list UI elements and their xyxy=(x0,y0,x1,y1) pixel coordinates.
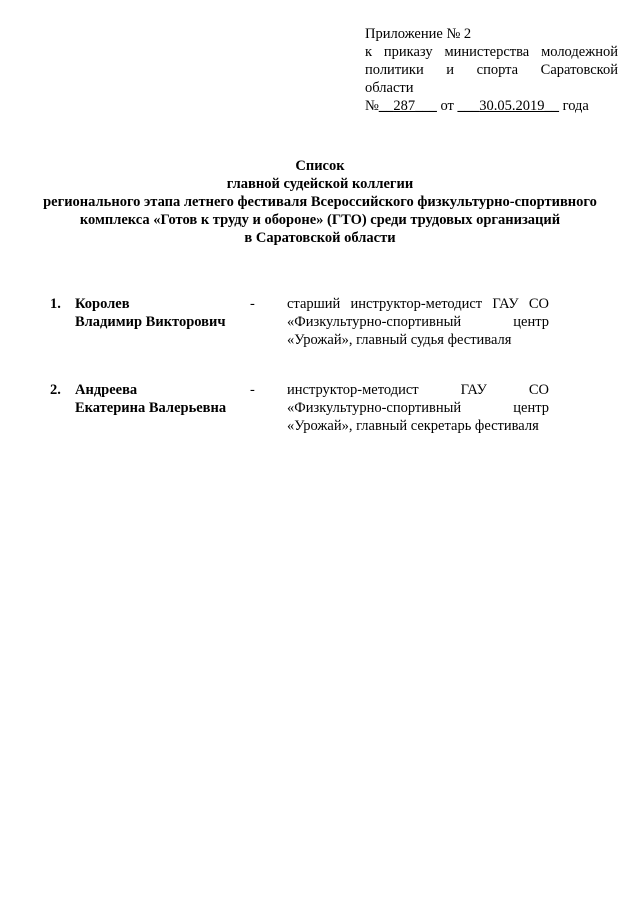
order-date: 30.05.2019 xyxy=(479,98,545,114)
title-line-3: регионального этапа летнего фестиваля Всероссийского физкультурно-спортивного xyxy=(43,194,597,210)
order-number: 287 xyxy=(393,98,416,114)
title-line-2: главной судейской коллегии xyxy=(226,176,414,192)
appendix-number: Приложение № 2 xyxy=(365,26,472,42)
entry-surname: Андреева xyxy=(75,382,138,398)
appendix-ministry-line: политики и спорта Саратовской xyxy=(365,62,618,78)
order-number-label: № xyxy=(365,98,379,114)
entry-name xyxy=(75,381,245,417)
entry-role-line: «Урожай», главный секретарь фестиваля xyxy=(287,418,539,434)
entry-role-line: инструктор-методист ГАУ СО xyxy=(287,382,549,398)
order-year-label: года xyxy=(562,98,589,114)
entry-given-names: Екатерина Валерьевна xyxy=(75,400,227,416)
order-number-underline-post: ___ xyxy=(415,98,437,114)
title-line-1: Список xyxy=(295,158,345,174)
order-date-underline-pre: ___ xyxy=(457,98,480,114)
appendix-region-line: области xyxy=(365,80,414,96)
appendix-order-number-date xyxy=(365,97,618,115)
appendix-block xyxy=(365,25,618,115)
entry-role xyxy=(287,381,549,435)
entry-number: 2. xyxy=(50,382,61,398)
entry-surname: Королев xyxy=(75,296,130,312)
entry-role xyxy=(287,295,549,349)
order-date-underline-post: __ xyxy=(544,98,559,114)
order-from-label: от xyxy=(440,98,454,114)
entry-role-line: «Физкультурно-спортивный центр xyxy=(287,400,549,416)
title-line-5: в Саратовской области xyxy=(244,230,396,246)
entry-dash: - xyxy=(250,296,255,312)
entry-number: 1. xyxy=(50,296,61,312)
document-title xyxy=(0,157,640,247)
entry-given-names: Владимир Викторович xyxy=(75,314,226,330)
entry-name xyxy=(75,295,245,331)
title-line-4: комплекса «Готов к труду и обороне» (ГТО) среди трудовых организаций xyxy=(79,212,561,228)
order-number-underline-pre: __ xyxy=(378,98,394,114)
appendix-order-line: к приказу министерства молодежной xyxy=(365,44,618,60)
entry-dash: - xyxy=(250,382,255,398)
entry-role-line: «Урожай», главный судья фестиваля xyxy=(287,332,512,348)
entry-role-line: «Физкультурно-спортивный центр xyxy=(287,314,549,330)
entry-role-line: старший инструктор-методист ГАУ СО xyxy=(287,296,549,312)
